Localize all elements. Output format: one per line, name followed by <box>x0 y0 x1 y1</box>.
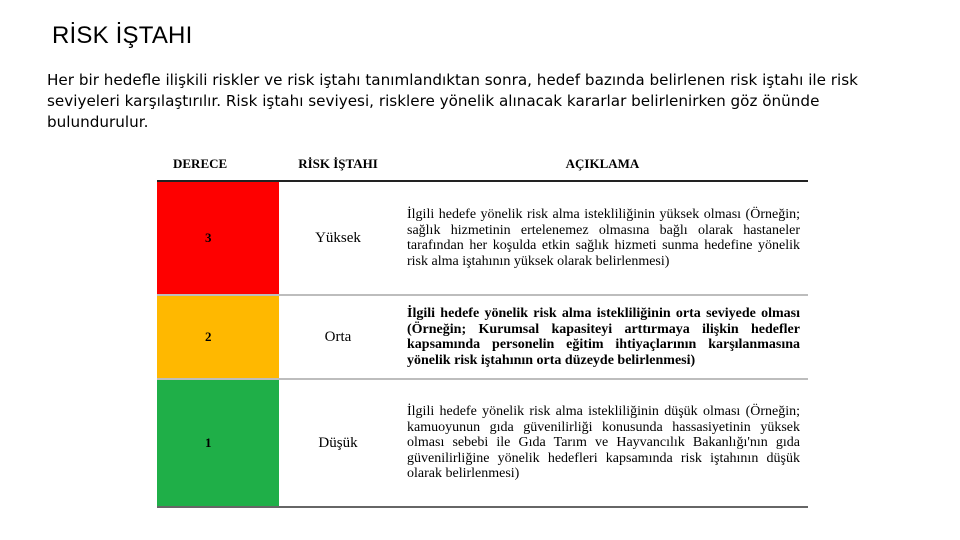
table-row <box>157 181 808 295</box>
header-degree: DERECE <box>157 148 279 181</box>
table-header-row <box>157 148 808 181</box>
appetite-cell: Düşük <box>279 379 397 507</box>
description-cell: İlgili hedefe yönelik risk alma istekliliğinin orta seviyede olması (Örneğin; Kurumsal kapasiteyi arttırmaya ilişkin hedefler kapsamında personelin eğitim ihtiyaçlarının karşılanmasına yönelik risk iştahının orta düzeyde belirlenmesi) <box>407 306 800 368</box>
header-risk-appetite: RİSK İŞTAHI <box>279 148 397 181</box>
table-row <box>157 295 808 379</box>
degree-cell: 3 <box>157 181 279 295</box>
description-cell: İlgili hedefe yönelik risk alma istekliliğinin düşük olması (Örneğin; kamuoyunun gıda güvenilirliği konusunda hassasiyetinin yüksek olması sebebi ile Gıda Tarım ve Hayvancılık Bakanlığı'nın gıda güvenilirliğine yönelik hedefleri kapsamında risk iştahının düşük olarak belirlenmesi) <box>407 404 800 482</box>
header-description: AÇIKLAMA <box>397 148 808 181</box>
intro-paragraph: Her bir hedefle ilişkili riskler ve risk iştahı tanımlandıktan sonra, hedef bazında belirlenen risk iştahı ile risk seviyeleri karşılaştırılır. Risk iştahı seviyesi, risklere yönelik alınacak kararlar belirlenirken göz önünde bulundurulur. <box>47 71 858 131</box>
description-cell: İlgili hedefe yönelik risk alma istekliliğinin yüksek olması (Örneğin; sağlık hizmetinin ertelenemez olmasına bağlı olarak hastaneler tarafından her koşulda etkin sağlık hizmeti sunma hedefine yönelik risk alma iştahının yüksek olarak belirlenmesi) <box>407 207 800 269</box>
appetite-cell: Orta <box>279 295 397 379</box>
risk-appetite-table <box>157 148 808 508</box>
degree-cell: 2 <box>157 295 279 379</box>
appetite-cell: Yüksek <box>279 181 397 295</box>
table-row <box>157 379 808 507</box>
degree-cell: 1 <box>157 379 279 507</box>
slide-title: RİSK İŞTAHI <box>52 22 193 49</box>
